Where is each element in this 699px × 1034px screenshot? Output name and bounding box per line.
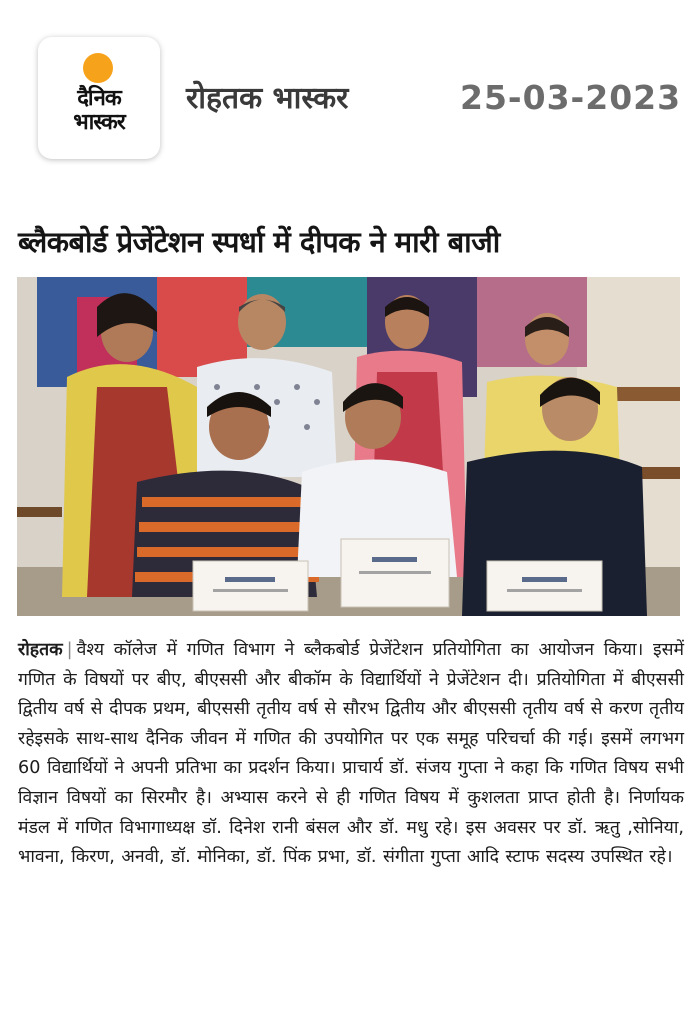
- edition-name: रोहतक भास्कर: [186, 81, 349, 116]
- group-photo: [17, 277, 680, 616]
- article-body: [18, 636, 684, 873]
- article-headline: ब्लैकबोर्ड प्रेजेंटेशन स्पर्धा में दीपक ने मारी बाजी: [18, 225, 500, 259]
- article-dateline: रोहतक: [18, 640, 63, 660]
- logo-line-2: भास्कर: [73, 110, 125, 135]
- logo-line-1: दैनिक: [77, 86, 121, 111]
- article-text: वैश्य कॉलेज में गणित विभाग ने ब्लैकबोर्ड प्रेजेंटेशन प्रतियोगिता का आयोजन किया। इसमें गणित के विषयों पर बीए, बीएससी और बीकॉम के विद्यार्थियों ने प्रेजेंटेशन दी। प्रतियोगिता में बीएससी द्वितीय वर्ष से दीपक प्रथम, बीएससी तृतीय वर्ष से सौरभ द्वितीय और बीएससी तृतीय वर्ष से करण तृतीय रहेइसके साथ-साथ दैनिक जीवन में गणित की उपयोगित पर एक समूह परिचर्चा की गई। इसमें लगभग 60 विद्यार्थियों ने अपनी प्रतिभा का प्रदर्शन किया। प्राचार्य डॉ. संजय गुप्ता ने कहा कि गणित विषय सभी विज्ञान विषयों का सिरमौर है। अभ्यास करने से ही गणित विषय में कुशलता प्राप्त होती है। निर्णायक मंडल में गणित विभागाध्यक्ष डॉ. दिनेश रानी बंसल और डॉ. मधु रहे। इस अवसर पर डॉ. ऋतु ,सोनिया, भावना, किरण, अनवी, डॉ. मोनिका, डॉ. पिंक प्रभा, डॉ. संगीता गुप्ता आदि स्टाफ सदस्य उपस्थित रहे।: [18, 640, 684, 868]
- logo-text: [38, 87, 160, 135]
- photo-illustration: [17, 277, 680, 616]
- newspaper-logo: [38, 37, 160, 159]
- dateline-separator: |: [66, 640, 73, 660]
- edition-date: 25-03-2023: [460, 78, 682, 117]
- sun-icon: [83, 53, 113, 83]
